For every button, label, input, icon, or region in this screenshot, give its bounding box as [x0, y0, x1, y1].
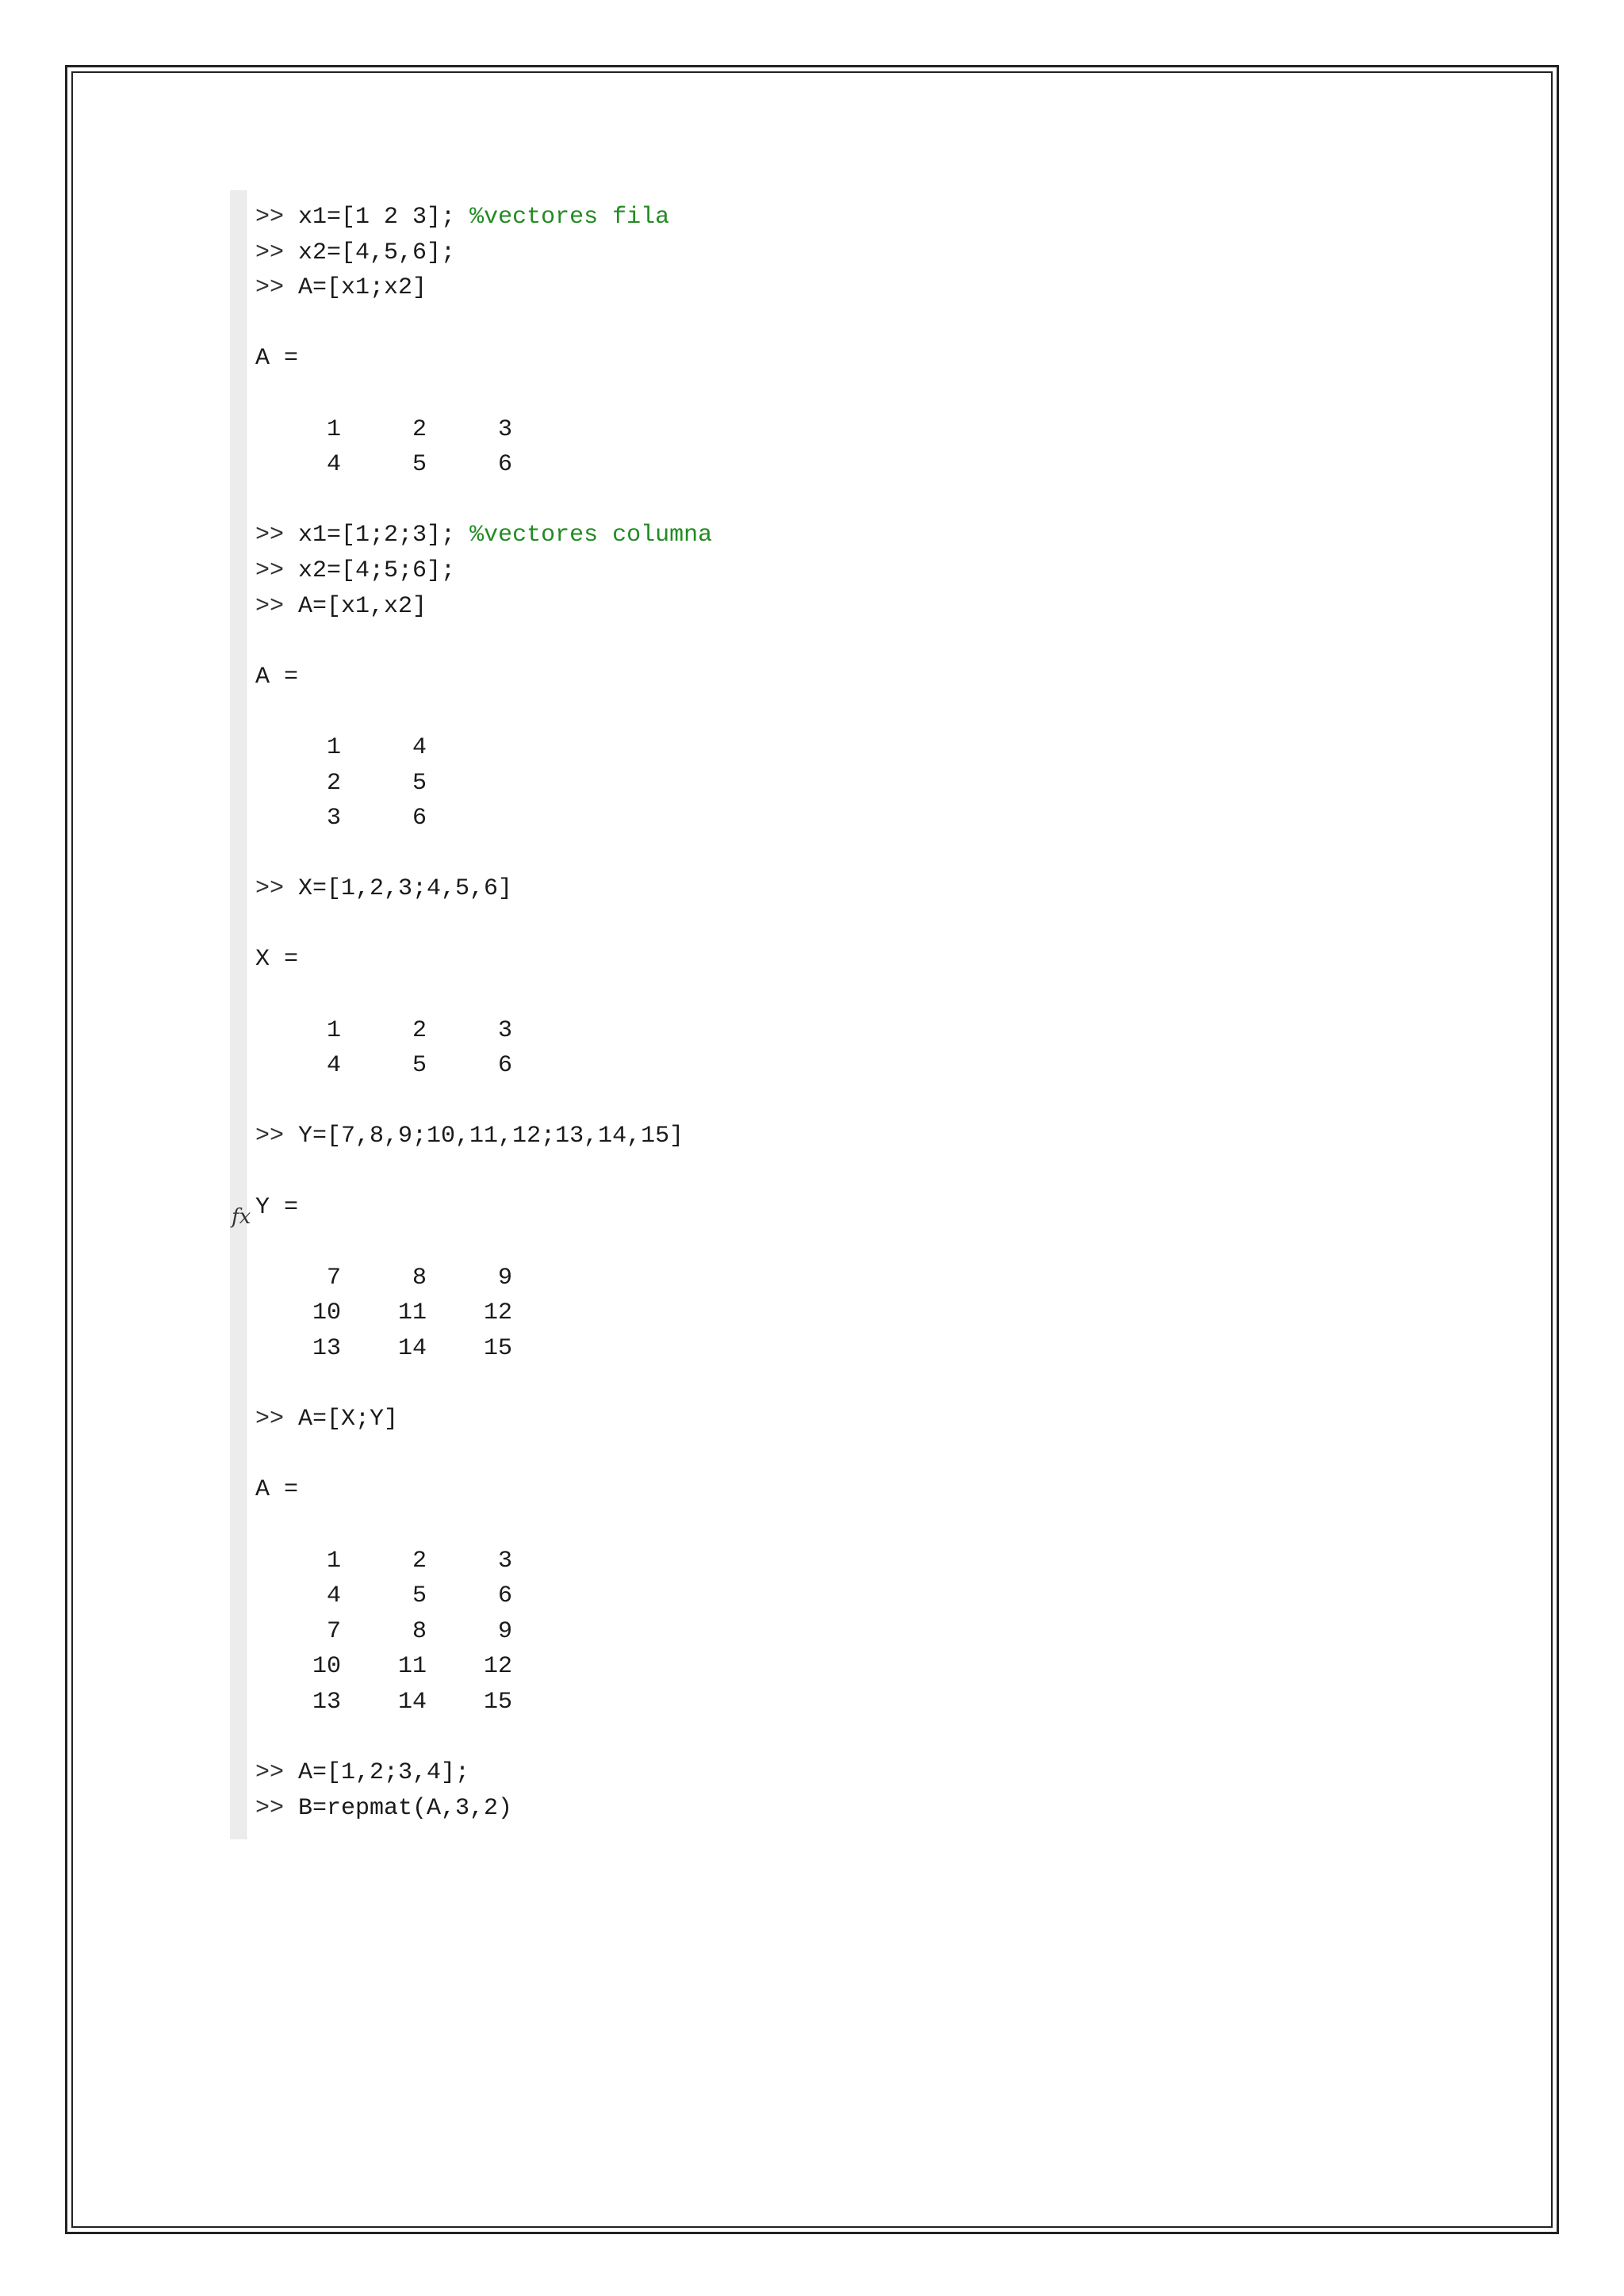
command-line — [255, 553, 712, 589]
blank-line — [255, 624, 712, 660]
command-text: A=[X;Y] — [298, 1406, 399, 1433]
output-line: 4 5 6 — [255, 1052, 513, 1080]
command-text: x1=[1;2;3]; — [298, 522, 470, 549]
prompt: >> — [255, 875, 299, 903]
command-text: x2=[4;5;6]; — [298, 557, 456, 584]
command-line — [255, 871, 712, 907]
output-line: 4 5 6 — [255, 451, 513, 479]
command-text: x1=[1 2 3]; — [298, 204, 470, 231]
prompt: >> — [255, 1406, 299, 1433]
console-output — [255, 200, 712, 1826]
prompt: >> — [255, 1759, 299, 1787]
blank-line — [255, 1225, 712, 1261]
blank-line — [255, 1084, 712, 1119]
blank-line — [255, 907, 712, 943]
output-line: 1 2 3 — [255, 1016, 513, 1044]
command-text: B=repmat(A,3,2) — [298, 1794, 513, 1822]
comment-text: %vectores columna — [469, 522, 713, 549]
output-line: 1 4 — [255, 733, 427, 761]
blank-line — [255, 978, 712, 1013]
blank-line — [255, 836, 712, 872]
command-text: X=[1,2,3;4,5,6] — [298, 875, 513, 903]
command-text: A=[1,2;3,4]; — [298, 1759, 470, 1787]
output-line: 10 11 12 — [255, 1653, 513, 1681]
output-line: A = — [255, 1476, 299, 1504]
blank-line — [255, 483, 712, 519]
output-line: 1 2 3 — [255, 1547, 513, 1575]
prompt: >> — [255, 239, 299, 266]
prompt: >> — [255, 557, 299, 584]
command-text: Y=[7,8,9;10,11,12;13,14,15] — [298, 1123, 684, 1150]
output-line: A = — [255, 663, 299, 691]
blank-line — [255, 1154, 712, 1190]
prompt: >> — [255, 1794, 299, 1822]
prompt: >> — [255, 274, 299, 302]
command-text: x2=[4,5,6]; — [298, 239, 456, 266]
command-line — [255, 518, 712, 553]
comment-text: %vectores fila — [469, 204, 670, 231]
command-window[interactable] — [230, 190, 1023, 1839]
output-line: 4 5 6 — [255, 1582, 513, 1610]
blank-line — [255, 1720, 712, 1756]
output-line: A = — [255, 345, 299, 373]
blank-line — [255, 1437, 712, 1473]
output-line: 2 5 — [255, 769, 427, 797]
blank-line — [255, 306, 712, 342]
command-line — [255, 589, 712, 625]
output-line: 7 8 9 — [255, 1617, 513, 1645]
output-line: 13 14 15 — [255, 1335, 513, 1362]
output-line: 1 2 3 — [255, 415, 513, 443]
command-line — [255, 1119, 712, 1154]
command-line — [255, 1791, 712, 1827]
blank-line — [255, 695, 712, 730]
prompt: >> — [255, 204, 299, 231]
command-line — [255, 235, 712, 271]
prompt: >> — [255, 522, 299, 549]
command-text: A=[x1;x2] — [298, 274, 427, 302]
blank-line — [255, 1508, 712, 1544]
prompt: >> — [255, 1123, 299, 1150]
command-line — [255, 200, 712, 235]
blank-line — [255, 1367, 712, 1402]
prompt: >> — [255, 592, 299, 620]
console-gutter — [230, 190, 247, 1839]
output-line: Y = — [255, 1193, 299, 1221]
output-line: 3 6 — [255, 805, 427, 832]
output-line: 10 11 12 — [255, 1299, 513, 1327]
fx-icon[interactable]: fx — [232, 1205, 251, 1229]
output-line: X = — [255, 946, 299, 974]
command-line — [255, 1755, 712, 1791]
blank-line — [255, 377, 712, 412]
command-line — [255, 1402, 712, 1437]
command-text: A=[x1,x2] — [298, 592, 427, 620]
command-line — [255, 270, 712, 306]
output-line: 7 8 9 — [255, 1264, 513, 1292]
output-line: 13 14 15 — [255, 1688, 513, 1716]
